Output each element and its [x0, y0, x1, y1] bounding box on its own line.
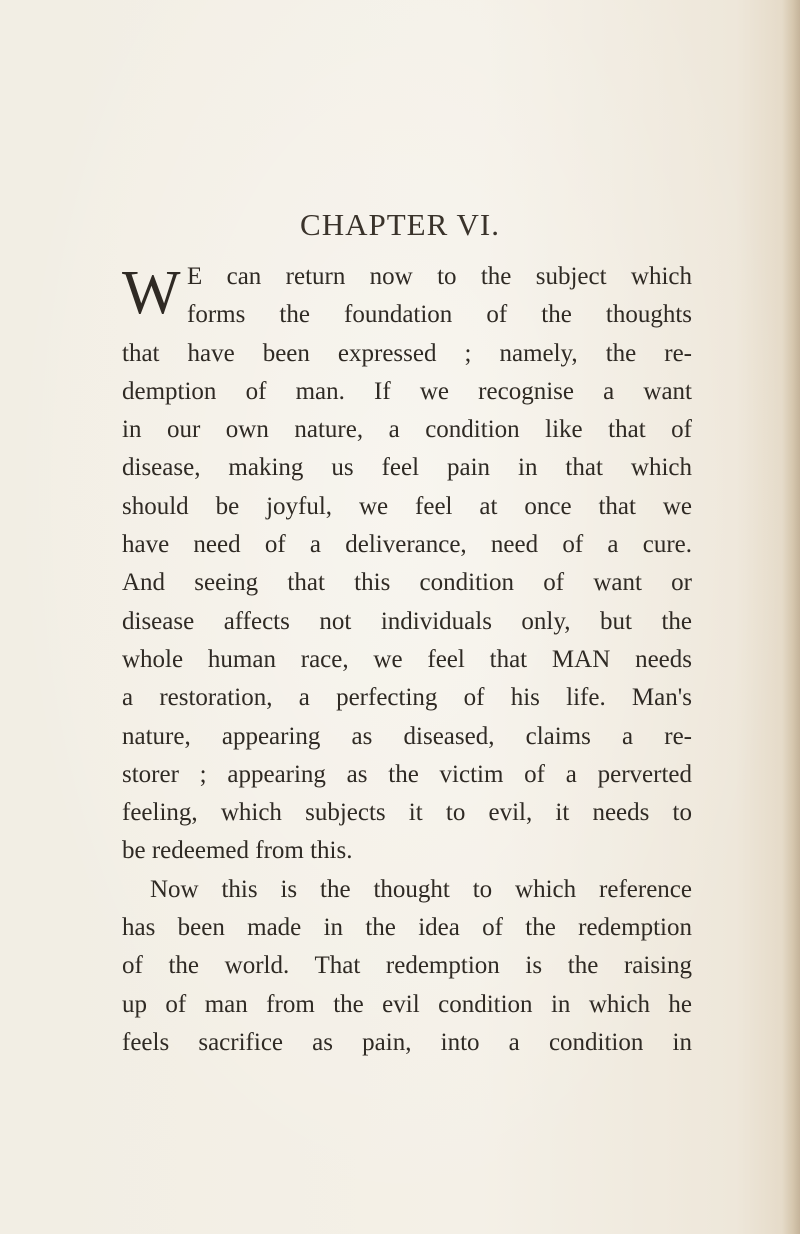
text-line: Now this is the thought to which reference [150, 875, 692, 903]
text-line: disease, making us feel pain in that which [122, 454, 692, 482]
text-line: should be joyful, we feel at once that we [122, 492, 692, 520]
text-line: that have been expressed ; namely, the re- [122, 339, 692, 367]
text-line: feels sacrifice as pain, into a condition in [122, 1028, 692, 1056]
text-line: disease affects not individuals only, but the [122, 607, 692, 635]
chapter-title: CHAPTER VI. [300, 207, 500, 242]
text-line: And seeing that this condition of want or [122, 569, 692, 597]
text-line: up of man from the evil condition in which he [122, 990, 692, 1018]
page-edge-shadow [782, 0, 800, 1234]
text-line: has been made in the idea of the redemption [122, 914, 692, 942]
text-line: whole human race, we feel that MAN needs [122, 645, 692, 673]
text-line: feeling, which subjects it to evil, it needs to [122, 799, 692, 827]
body-text [122, 258, 692, 1062]
text-line: have need of a deliverance, need of a cure. [122, 531, 692, 559]
text-line: storer ; appearing as the victim of a perverted [122, 760, 692, 788]
text-line: forms the foundation of the thoughts [187, 301, 692, 329]
text-line: a restoration, a perfecting of his life. Man's [122, 684, 692, 712]
text-line: demption of man. If we recognise a want [122, 377, 692, 405]
text-line: E can return now to the subject which [187, 263, 692, 290]
text-line: in our own nature, a condition like that of [122, 416, 692, 444]
text-line: be redeemed from this. [122, 837, 353, 865]
drop-cap: W [122, 259, 181, 327]
text-line: of the world. That redemption is the raising [122, 952, 692, 980]
text-line: nature, appearing as diseased, claims a re- [122, 722, 692, 750]
